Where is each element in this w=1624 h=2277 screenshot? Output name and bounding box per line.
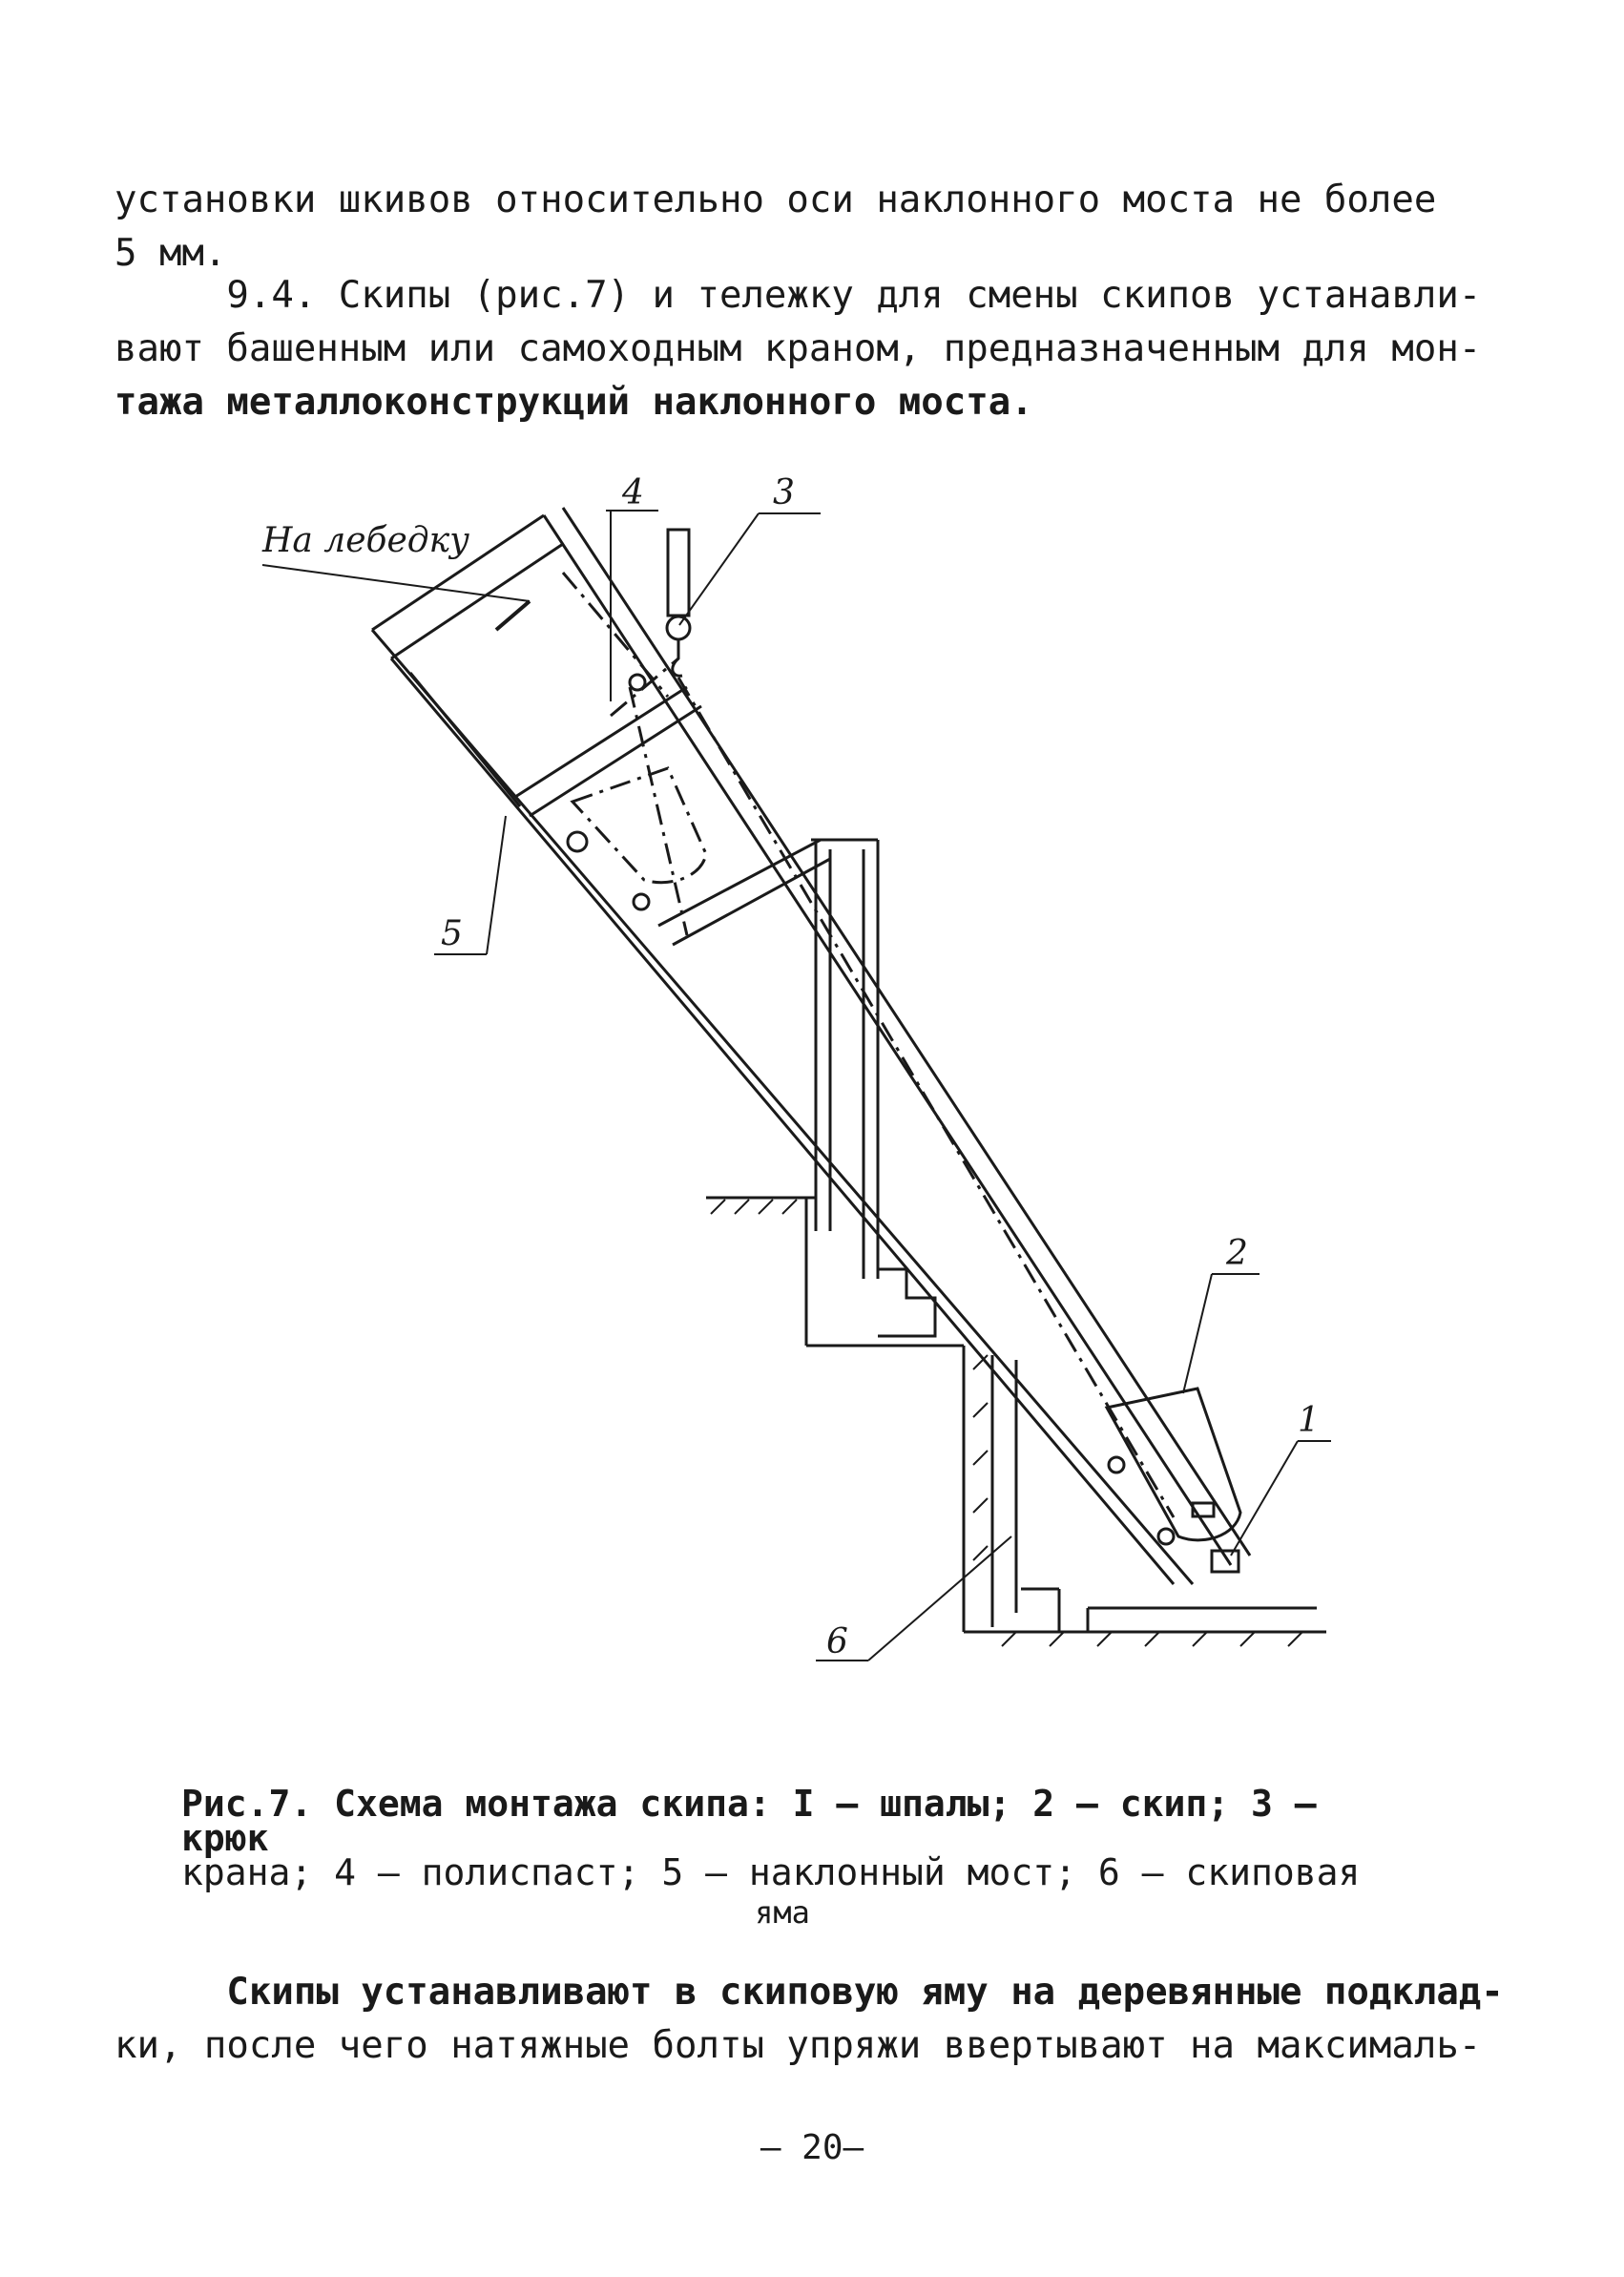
support-column	[811, 840, 878, 1279]
paragraph-skips-installation	[115, 1966, 1504, 2073]
text-line: вают башенным или самоходным краном, предназначенным для мон-	[115, 327, 1482, 370]
pulley	[1109, 1457, 1124, 1473]
inclined-bridge	[372, 508, 1250, 1584]
paragraph-9-4	[115, 269, 1482, 429]
text-line: Скипы устанавливают в скиповую яму на деревянные подклад-	[115, 1971, 1504, 2014]
page-number: – 20–	[760, 2128, 864, 2167]
label-3: 3	[773, 473, 795, 512]
text-line: тажа металлоконструкций наклонного моста.	[115, 381, 1033, 424]
paragraph-continuation	[115, 174, 1437, 281]
text-line: 5 мм.	[115, 232, 227, 275]
label-2: 2	[1226, 1234, 1248, 1273]
text-line: ки, после чего натяжные болты упряжи ввертывают на максималь-	[115, 2024, 1482, 2067]
text-line: установки шкивов относительно оси наклонного моста не более	[115, 178, 1437, 221]
skip	[1107, 1389, 1240, 1540]
pulley	[1158, 1529, 1174, 1544]
caption-line: Рис.7. Схема монтажа скипа: I – шпалы; 2 – скип; 3 – крюк	[181, 1783, 1317, 1859]
caption-line: яма	[755, 1894, 810, 1931]
leader-lines	[262, 511, 1331, 1661]
caption-line: крана; 4 – полиспаст; 5 – наклонный мост; 6 – скиповая	[181, 1851, 1361, 1893]
crane-hook	[667, 530, 690, 676]
label-6: 6	[826, 1622, 848, 1661]
pulley	[568, 832, 587, 851]
polyspast-rope	[563, 573, 1174, 1517]
text-line: 9.4. Скипы (рис.7) и тележку для смены скипов устанавли-	[115, 274, 1482, 317]
label-1: 1	[1298, 1401, 1320, 1440]
ground-hatching	[711, 1200, 1302, 1646]
pulley	[634, 894, 649, 909]
label-4: 4	[622, 473, 644, 512]
arrow-to-winch	[496, 601, 530, 630]
figure-skip-mounting-scheme	[0, 439, 1624, 1737]
label-5: 5	[441, 914, 463, 953]
label-winch: На лебедку	[262, 521, 470, 560]
figure-caption	[181, 1783, 1384, 1931]
pulley	[630, 675, 645, 690]
